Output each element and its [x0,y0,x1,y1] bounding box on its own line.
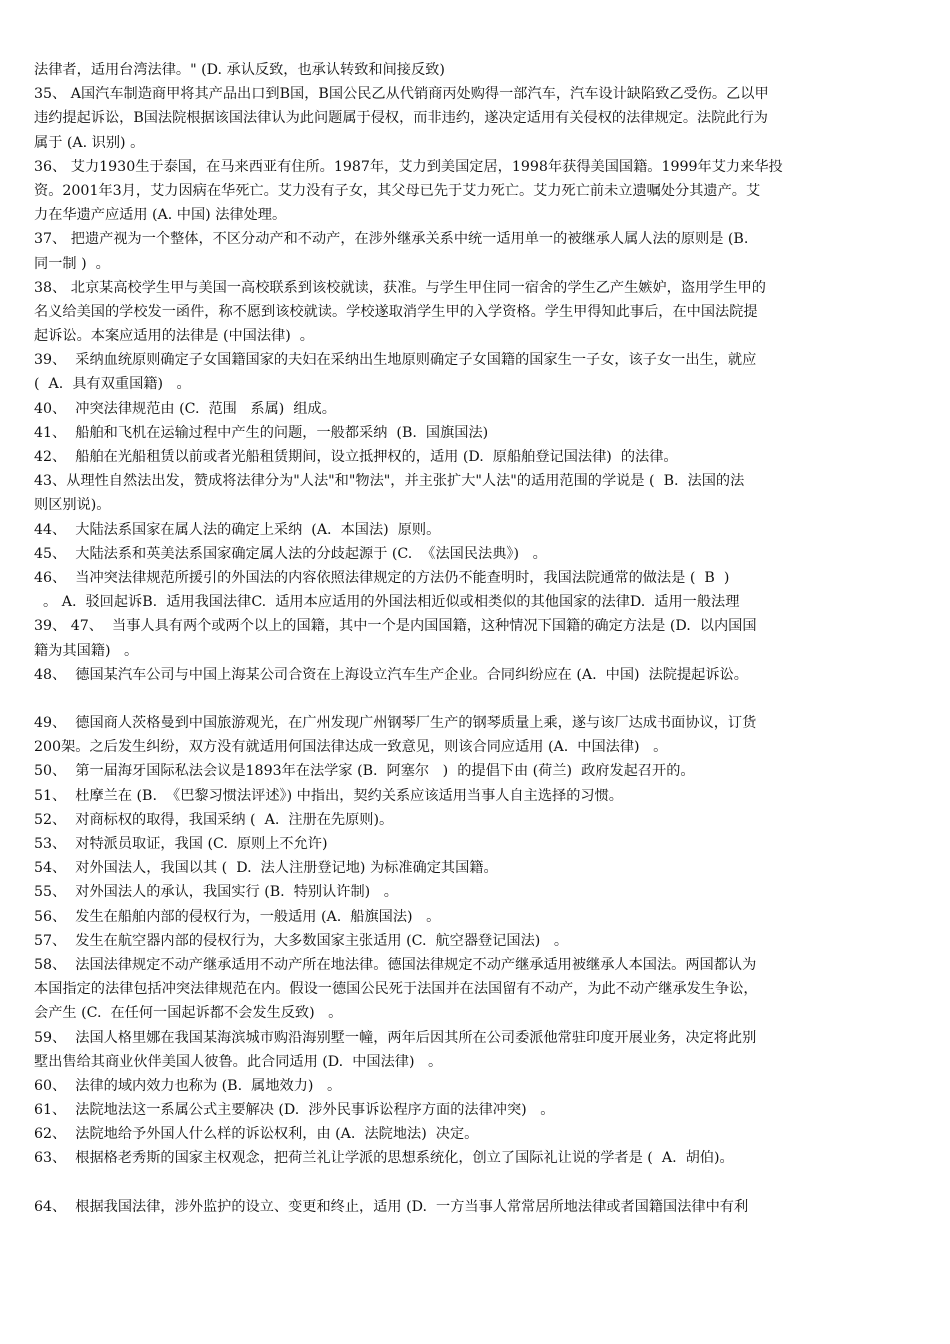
text-line: 53、 对特派员取证，我国 (C. 原则上不允许) [34,836,328,852]
text-line: 44、 大陆法系国家在属人法的确定上采纳 (A. 本国法) 原则。 [34,521,441,538]
text-line: ( A. 具有双重国籍) 。 [34,376,191,393]
text-line: 36、 艾力1930生于泰国，在马来西亚有住所。1987年，艾力到美国定居，1998年获得美国国籍。1999年艾力来华投 [34,158,783,175]
text-line: 57、 发生在航空器内部的侵权行为，大多数国家主张适用 (C. 航空器登记国法) 。 [34,932,569,949]
text-line: 41、 船舶和飞机在运输过程中产生的问题，一般都采纳 (B. 国旗国法) [34,424,489,441]
blank-line [34,687,918,711]
text-line: 60、 法律的域内效力也称为 (B. 属地效力) 。 [34,1077,342,1094]
text-line: 50、 第一届海牙国际私法会议是1893年在法学家 (B. 阿塞尔 ) 的提倡下由 (荷兰) 政府发起召开的。 [34,763,695,780]
text-line: 63、 根据格老秀斯的国家主权观念，把荷兰礼让学派的思想系统化，创立了国际礼让说的学者是 ( A. 胡伯)。 [34,1150,734,1167]
text-line: 墅出售给其商业伙伴美国人彼鲁。此合同适用 (D. 中国法律) 。 [34,1053,443,1070]
text-line: 62、 法院地给予外国人什么样的诉讼权利，由 (A. 法院地法) 决定。 [34,1126,479,1143]
text-line: 61、 法院地法这一系属公式主要解决 (D. 涉外民事诉讼程序方面的法律冲突) 。 [34,1102,555,1119]
text-line: 35、 A国汽车制造商甲将其产品出口到B国，B国公民乙从代销商丙处购得一部汽车，汽车设计缺陷致乙受伤。乙以甲 [34,86,769,103]
text-line: 则区别说)。 [34,497,111,514]
text-line: 违约提起诉讼，B国法院根据该国法律认为此问题属于侵权，而非违约，遂决定适用有关侵权的法律规定。法院此行为 [34,110,768,127]
text-line: 64、 根据我国法律，涉外监护的设立、变更和终止，适用 (D. 一方当事人常常居所地法律或者国籍国法律中有利 [34,1198,749,1215]
text-line: 本国指定的法律包括冲突法律规范在内。假设一德国公民死于法国并在法国留有不动产，为此不动产继承发生争讼， [34,981,758,998]
text-line: 51、 杜摩兰在 (B. 《巴黎习惯法评述》) 中指出，契约关系应该适用当事人自主选择的习惯。 [34,787,623,804]
document-page [34,58,918,1219]
text-line: 43、从理性自然法出发，赞成将法律分为"人法"和"物法"，并主张扩大"人法"的适用范围的学说是 ( B. 法国的法 [34,473,745,490]
text-line: 37、 把遗产视为一个整体，不区分动产和不动产，在涉外继承关系中统一适用单一的被继承人属人法的原则是 (B. [34,231,749,248]
text-line: 39、 47、 当事人具有两个或两个以上的国籍，其中一个是内国国籍，这种情况下国籍的确定方法是 (D. 以内国国 [34,618,757,635]
text-line: 49、 德国商人茨格曼到中国旅游观光，在广州发现广州钢琴厂生产的钢琴质量上乘，遂与该厂达成书面协议，订货 [34,715,757,732]
text-line: 名义给美国的学校发一函件，称不愿到该校就读。学校遂取消学生甲的入学资格。学生甲得知此事后，在中国法院提 [34,303,758,320]
text-line: 54、 对外国法人，我国以其 ( D. 法人注册登记地) 为标准确定其国籍。 [34,860,498,877]
text-line: 38、 北京某高校学生甲与美国一高校联系到该校就读，获准。与学生甲住同一宿舍的学生乙产生嫉妒，盗用学生甲的 [34,279,766,296]
text-line: 会产生 (C. 在任何一国起诉都不会发生反致) 。 [34,1005,343,1022]
text-line: 属于 (A. 识别) 。 [34,134,145,151]
text-line: 52、 对商标权的取得，我国采纳 ( A. 注册在先原则)。 [34,811,394,828]
text-line: 资。2001年3月，艾力因病在华死亡。艾力没有子女，其父母已先于艾力死亡。艾力死亡前未立遗嘱处分其遗产。艾 [34,182,761,199]
text-line: 籍为其国籍) 。 [34,642,139,659]
text-line: 40、 冲突法律规范由 (C. 范围 系属) 组成。 [34,400,336,417]
text-line: 39、 采纳血统原则确定子女国籍国家的夫妇在采纳出生地原则确定子女国籍的国家生一子女，该子女一出生，就应 [34,352,757,369]
text-line: 起诉讼。本案应适用的法律是 (中国法律) 。 [34,328,314,345]
text-line: 同一制 ) 。 [34,255,110,272]
text-line: 45、 大陆法系和英美法系国家确定属人法的分歧起源于 (C. 《法国民法典》) 。 [34,545,547,562]
text-line: 59、 法国人格里娜在我国某海滨城市购沿海别墅一幢，两年后因其所在公司委派他常驻印度开展业务，决定将此别 [34,1029,757,1046]
text-line: 200架。之后发生纠纷，双方没有就适用何国法律达成一致意见，则该合同应适用 (A. 中国法律) 。 [34,739,668,756]
text-line: 56、 发生在船舶内部的侵权行为，一般适用 (A. 船旗国法) 。 [34,908,441,925]
text-line: 46、 当冲突法律规范所援引的外国法的内容依照法律规定的方法仍不能查明时，我国法院通常的做法是 ( B ) [34,569,730,586]
text-line: 48、 德国某汽车公司与中国上海某公司合资在上海设立汽车生产企业。合同纠纷应在 (A. 中国) 法院提起诉讼。 [34,666,748,683]
text-line: 法律者，适用台湾法律。" (D. 承认反致，也承认转致和间接反致) [34,62,445,78]
text-line: 42、 船舶在光船租赁以前或者光船租赁期间，设立抵押权的，适用 (D. 原船舶登记国法律) 的法律。 [34,449,678,465]
text-line: 55、 对外国法人的承认，我国实行 (B. 特别认许制) 。 [34,884,398,901]
text-line: 58、 法国法律规定不动产继承适用不动产所在地法律。德国法律规定不动产继承适用被继承人本国法。两国都认为 [34,956,757,973]
blank-line [34,1171,918,1195]
text-line: 力在华遗产应适用 (A. 中国) 法律处理。 [34,207,287,224]
text-line: 。 A. 驳回起诉B. 适用我国法律C. 适用本应适用的外国法相近似或相类似的其他国家的法律D. 适用一般法理 [34,594,740,611]
